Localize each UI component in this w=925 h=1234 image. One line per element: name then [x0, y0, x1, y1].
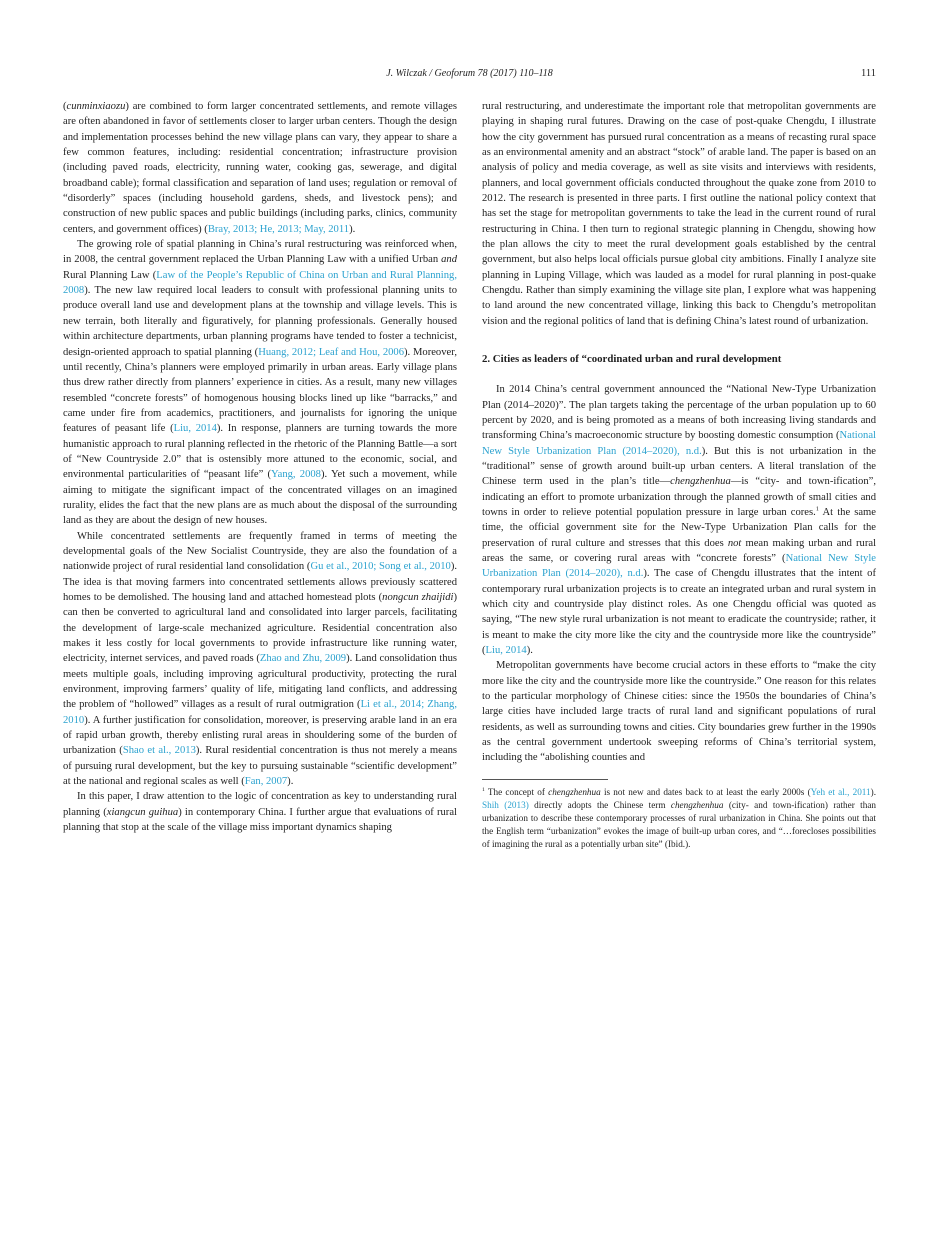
text-run: ). — [287, 776, 294, 788]
page-header — [63, 68, 876, 79]
text-run: The growing role of spatial planning in China’s rural restructuring was reinforced when, in 2008, the central government replaced the Urban Planning Law with a unified Urban — [63, 239, 457, 266]
right-column — [482, 99, 876, 851]
text-run: xiangcun guihua — [106, 806, 179, 818]
text-run: ). Yet such a movement, while aiming to mitigate the significant impact of the concentrated villages on an imagined rurality, elides the fact that the new plans are as much about the disposal of the surrounding land as they are about the design of new houses. — [63, 469, 457, 527]
text-run: At the same time, the official government site for the New-Type Urbanization Plan calls for the preservation of rural culture and stresses that this does — [482, 506, 876, 549]
footnote-ref: 1 — [815, 505, 820, 513]
text-run: ) are combined to form larger concentrated settlements, and remote villages are often abandoned in favor of settlements closer to larger urban centers. Though the design and implementation processes behind the new village plans can vary, they appear to share a few common features, including: residential concentration; infrastructure provision (including paved roads, electricity, running water, cooking gas, sewerage, and digital broadband cable); formal classification and separation of land uses; regulation or removal of “disorderly” spaces (including household gardens, sheds, and livestock pens); and construction of new public spaces and public buildings (including parks, clinics, community centers, and government offices) ( — [63, 101, 457, 235]
text-run: not — [727, 537, 742, 549]
text-run: ). Rural residential concentration is thus not merely a means of pursuing rural development, but the key to pursuing sustainable “scientific development” at the national and regional scales as well ( — [63, 745, 457, 788]
journal-citation: J. Wilczak / Geoforum 78 (2017) 110–118 — [386, 68, 553, 79]
text-run: chengzhenhua — [670, 476, 731, 488]
text-run: ). Moreover, until recently, China’s planners were employed primarily in urban areas. Early village plans thus drew rather directly from planners’ experience in cities. As a result, many new villages resembled “concrete forests” of homogenous housing blocks lined up like “barracks,” and came under fire from academics, practitioners, and journalists for ignoring the unique features of peasant life ( — [63, 346, 457, 435]
citation-link[interactable]: National New Style Urbanization Plan (2014–2020), n.d. — [482, 552, 877, 580]
text-run: ). A further justification for consolidation, moreover, is preserving arable land in an era of rapid urban growth, thereby enlisting rural areas in shouldering some of the burden of urbanization ( — [63, 714, 457, 757]
text-run: ). — [870, 786, 876, 797]
text-run: ). — [526, 645, 533, 656]
citation-link[interactable]: Bray, 2013; He, 2013; May, 2011 — [207, 223, 350, 235]
footnote-divider — [482, 779, 608, 780]
text-run: nongcun zhaijidi — [382, 592, 454, 603]
citation-link[interactable]: Li et al., 2014; Zhang, 2010 — [63, 699, 457, 726]
text-run: ). Land consolidation thus meets multiple goals, including improving agricultural productivity, protecting the rural environment, improving farmers’ quality of life, mitigating land conflicts, and addressing the problem of “hollowed” villages as a result of rural outmigration ( — [63, 653, 457, 711]
footnote-ref: 1 — [482, 786, 485, 793]
section-heading: 2. Cities as leaders of “coordinated urban and rural development — [482, 353, 782, 366]
citation-link[interactable]: National New Style Urbanization Plan (2014–2020), n.d. — [482, 430, 876, 457]
text-run: chengzhenhua — [670, 799, 724, 810]
text-run: ). The case of Chengdu illustrates that the intent of contemporary rural urbanization projects is to create an integrated urban and rural system in which city and countryside play distinct roles. As one Chengdu official was quoted as saying, “The new style rural urbanization is not meant to eradicate the countryside; rather, it is meant to make the city more like the city and the countryside more like the countryside” ( — [482, 568, 876, 656]
paragraph — [482, 99, 876, 329]
text-run: —is “city- and town-ification”, indicating an effort to promote urbanization through the planned growth of small cities and towns in order to relieve potential population pressure in large urban cores. — [482, 476, 876, 518]
text-run: chengzhenhua — [548, 786, 601, 797]
citation-link[interactable]: Yang, 2008 — [271, 469, 321, 481]
page-number: 111 — [861, 68, 876, 79]
text-run: The concept of — [484, 786, 549, 797]
paragraph — [63, 99, 457, 237]
text-run: ( — [63, 101, 67, 112]
text-run: ). In response, planners are turning towards the more humanistic approach to rural planning reflected in the rhetoric of the Planning Battle—a sort of “New Countryside 2.0” that is ostensibly more attuned to the economic, social, and environmental particularities of “peasant life” ( — [63, 423, 457, 481]
citation-link[interactable]: Gu et al., 2010; Song et al., 2010 — [310, 561, 451, 573]
text-run: Rural Planning Law ( — [63, 269, 157, 281]
citation-link[interactable]: Fan, 2007 — [244, 776, 288, 788]
paragraph — [63, 789, 457, 835]
text-run: ). But this is not urbanization in the “traditional” sense of growth around built-up urban centers. A literal translation of the Chinese term used in the plan’s title— — [482, 445, 876, 488]
citation-link[interactable]: Law of the People’s Republic of China on Urban and Rural Planning, 2008 — [63, 269, 457, 297]
text-run: ). The new law required local leaders to consult with professional planning units to produce overall land use and development plans at the township and village levels. This is new terrain, both literally and figuratively, for planning professionals. Generally housed within architecture departments, urban planning programs have tended to foster a technicist, design-oriented approach to spatial planning ( — [63, 285, 457, 358]
text-run: In this paper, I draw attention to the logic of concentration as key to understanding rural planning ( — [63, 791, 457, 818]
text-run: rural restructuring, and underestimate the important role that metropolitan governments are playing in shaping rural futures. Drawing on the case of post-quake Chengdu, I illustrate how the city government has pursued rural concentration as a means of recasting rural space as an environmental amenity and an abstract “stock” of arable land. The paper is based on an analysis of policy and media coverage, as well as site visits and interviews with residents, planners, and local government officials conducted throughout the quake zone from 2010 to 2012. The research is presented in three parts. I first outline the national policy context that has set the stage for metropolitan governments to take the lead in the current round of rural restructuring in China. I then turn to regional strategic planning in Chengdu, showing how the plan allows the city to meet the rural development goals established by the central government, but also helps local officials pursue global city ambitions. Finally I analyze site planning in Luping Village, which was lauded as a model for rural planning in post-quake Chengdu. Rather than simply examining the village site plan, I explore what was happening to land around the new concentrated village, linking this back to Chengdu’s metropolitan vision and the regional politics of land that is defining China’s latest round of urbanization. — [482, 101, 876, 327]
text-run: and — [441, 254, 457, 266]
text-run: Metropolitan governments have become crucial actors in these efforts to “make the city more like the city and the countryside more like the countryside.” One reason for this relates to the particular morphology of Chinese cities: since the 1950s the boundaries of China’s large cities have included large tracts of rural land and significant populations of rural residents, as well as surrounding towns and cities. City boundaries grew further in the 1990s as the central government undertook sweeping reforms of China’s territorial system, including the “abolishing counties and — [482, 660, 876, 764]
text-run: cunminxiaozu — [66, 101, 126, 112]
citation-link[interactable]: Zhao and Zhu, 2009 — [259, 653, 347, 665]
paragraph — [482, 382, 876, 658]
citation-link[interactable]: Shao et al., 2013 — [122, 745, 196, 757]
paragraph — [63, 529, 457, 790]
text-run: ) can then be converted to agricultural land and consolidated into larger parcels, facilitating the development of large-scale mechanized agriculture. Residential concentration also makes it less costly for local governments to provide infrastructure like running water, electricity, internet services, and paved roads ( — [63, 592, 458, 665]
footnote — [482, 786, 876, 851]
citation-link[interactable]: Liu, 2014 — [485, 645, 527, 656]
text-run: In 2014 China’s central government announced the “National New-Type Urbanization Plan (2014–2020)”. The plan targets taking the percentage of the urban population up to 60 percent by 2020, and is being promoted as a means of both increasing living standards and transforming China’s macroeconomic structure by boosting domestic consumption ( — [482, 384, 876, 442]
text-run: mean making urban and rural areas the same, or covering rural areas with “concrete forests” ( — [482, 537, 877, 564]
text-run: ). — [349, 223, 356, 235]
text-run: (city- and town-ification) rather than urbanization to describe these contemporary processes of rural urbanization in China. She points out that the English term “urbanization” evokes the image of built-up urban cores, and “…forecloses possibilities of imagining the rural as a potentially urban site” (Ibid.). — [482, 799, 876, 849]
paragraph — [63, 237, 457, 529]
text-run: ) in contemporary China. I further argue that evaluations of rural planning that stop at the scale of the village miss important dynamics shaping — [63, 806, 457, 834]
text-run: ). The idea is that moving farmers into concentrated settlements allows previously scattered homes to be demolished. The housing land and attached homestead plots ( — [63, 561, 457, 603]
text-run: While concentrated settlements are frequently framed in terms of meeting the developmental goals of the New Socialist Countryside, they are also the foundation of a nationwide project of rural residential land consolidation ( — [63, 530, 457, 573]
citation-link[interactable]: Huang, 2012; Leaf and Hou, 2006 — [258, 346, 405, 358]
text-run: is not new and dates back to at least the early 2000s ( — [600, 786, 811, 797]
text-run: directly adopts the Chinese term — [528, 799, 671, 810]
citation-link[interactable]: Yeh et al., 2011 — [810, 786, 871, 797]
left-column — [63, 99, 457, 836]
citation-link[interactable]: Shih (2013) — [482, 799, 529, 810]
citation-link[interactable]: Liu, 2014 — [173, 423, 217, 435]
paragraph — [482, 658, 876, 765]
